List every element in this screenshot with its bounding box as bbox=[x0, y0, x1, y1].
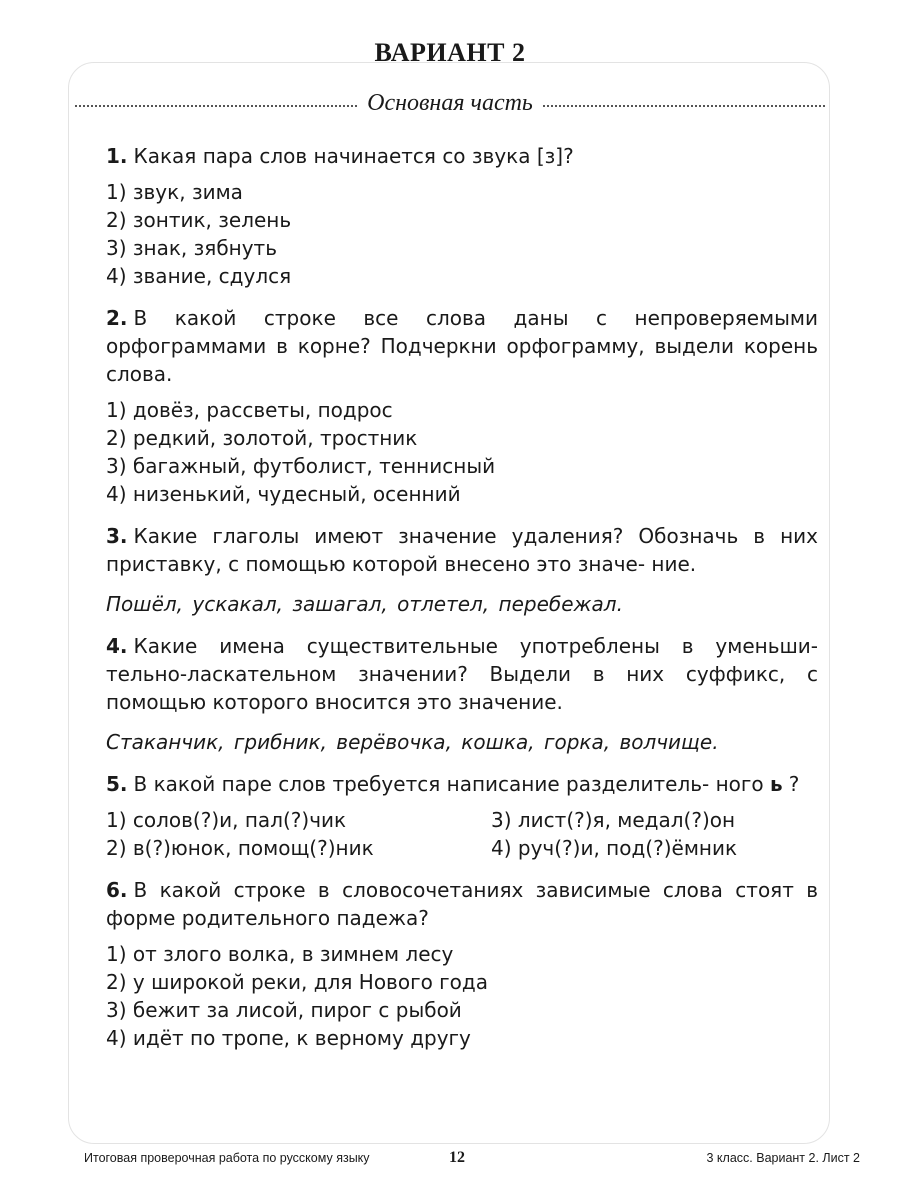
question-3 bbox=[106, 522, 818, 618]
answer-option: 4) звание, сдулся bbox=[106, 264, 292, 288]
answer-options bbox=[106, 178, 818, 290]
question-number: 6. bbox=[106, 878, 128, 902]
question-1 bbox=[106, 142, 818, 290]
answer-option: 1) от злого волка, в зимнем лесу bbox=[106, 942, 454, 966]
example-words: Стаканчик, грибник, верёвочка, кошка, горка, волчище. bbox=[106, 730, 719, 754]
question-text: Какая пара слов начинается со звука [з]? bbox=[133, 144, 574, 168]
question-text: Какие глаголы имеют значение удаления? Обозначь в них приставку, с помощью которой внесено это значе- ние. bbox=[106, 524, 818, 576]
answer-options bbox=[106, 396, 818, 508]
answer-option: 4) руч(?)и, под(?)ёмник bbox=[491, 836, 738, 860]
question-5 bbox=[106, 770, 818, 862]
answer-option: 2) в(?)юнок, помощ(?)ник bbox=[106, 836, 374, 860]
answer-options bbox=[106, 940, 818, 1052]
answer-option: 4) низенький, чудесный, осенний bbox=[106, 482, 461, 506]
variant-title: ВАРИАНТ 2 bbox=[374, 38, 526, 67]
question-text: В какой строке все слова даны с непроверяемыми орфограммами в корне? Подчеркни орфограмму, выдели корень слова. bbox=[106, 306, 818, 386]
answer-options bbox=[106, 806, 818, 862]
answer-option: 4) идёт по тропе, к верному другу bbox=[106, 1026, 471, 1050]
answer-option: 3) багажный, футболист, теннисный bbox=[106, 454, 496, 478]
answer-option: 2) зонтик, зелень bbox=[106, 208, 292, 232]
question-text: Какие имена существительные употреблены в уменьши- тельно-ласкательном значении? Выдели в них суффикс, с помощью которого вносится это значение. bbox=[106, 634, 818, 714]
question-2 bbox=[106, 304, 818, 508]
footer-sheet-info: 3 класс. Вариант 2. Лист 2 bbox=[706, 1151, 860, 1165]
answer-option: 3) знак, зябнуть bbox=[106, 236, 277, 260]
question-number: 3. bbox=[106, 524, 128, 548]
question-number: 2. bbox=[106, 306, 128, 330]
question-number: 4. bbox=[106, 634, 128, 658]
answer-option: 1) солов(?)и, пал(?)чик bbox=[106, 808, 347, 832]
example-words: Пошёл, ускакал, зашагал, отлетел, перебежал. bbox=[106, 592, 623, 616]
question-number: 1. bbox=[106, 144, 128, 168]
question-text: В какой паре слов требуется написание разделитель- ного bbox=[133, 772, 764, 796]
page-number: 12 bbox=[449, 1149, 465, 1166]
soft-sign-letter: ь bbox=[770, 772, 783, 796]
question-number: 5. bbox=[106, 772, 128, 796]
section-heading bbox=[75, 90, 825, 120]
answer-option: 2) редкий, золотой, тростник bbox=[106, 426, 418, 450]
question-6 bbox=[106, 876, 818, 1052]
page-footer bbox=[0, 1151, 900, 1171]
answer-option: 2) у широкой реки, для Нового года bbox=[106, 970, 489, 994]
section-title: Основная часть bbox=[359, 90, 541, 116]
question-4 bbox=[106, 632, 818, 756]
question-text: В какой строке в словосочетаниях зависимые слова стоят в форме родительного падежа? bbox=[106, 878, 818, 930]
answer-option: 1) звук, зима bbox=[106, 180, 243, 204]
answer-option: 3) лист(?)я, медал(?)он bbox=[491, 808, 736, 832]
answer-option: 3) бежит за лисой, пирог с рыбой bbox=[106, 998, 462, 1022]
footer-title: Итоговая проверочная работа по русскому языку bbox=[84, 1151, 370, 1165]
answer-option: 1) довёз, рассветы, подрос bbox=[106, 398, 393, 422]
questions-list bbox=[106, 142, 818, 1066]
question-mark: ? bbox=[788, 772, 800, 796]
